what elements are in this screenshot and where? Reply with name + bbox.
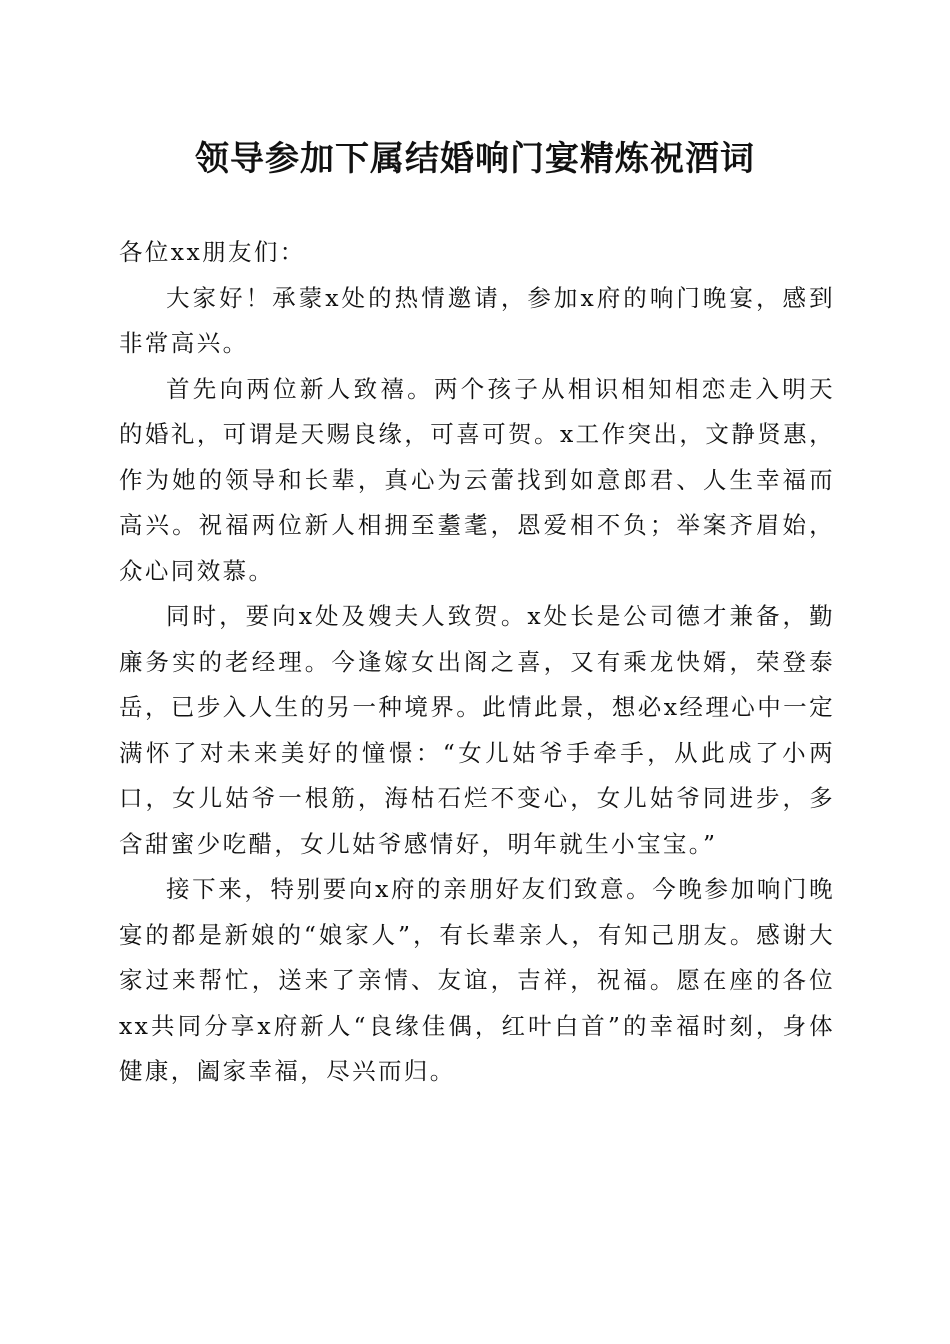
paragraph-thank-guests: 接下来，特别要向x府的亲朋好友们致意。今晚参加响门晚宴的都是新娘的“娘家人”，有长辈亲人，有知己朋友。感谢大家过来帮忙，送来了亲情、友谊，吉祥，祝福。愿在座的各位xx共同分享x府新人“良缘佳偶，红叶白首”的幸福时刻，身体健康，阖家幸福，尽兴而归。 bbox=[119, 875, 835, 1085]
paragraph-congratulate-parents: 同时，要向x处及嫂夫人致贺。x处长是公司德才兼备，勤廉务实的老经理。今逢嫁女出阁之喜，又有乘龙快婿，荣登泰岳，已步入人生的另一种境界。此情此景，想必x经理心中一定满怀了对未来美好的憧憬：“女儿姑爷手牵手，从此成了小两口，女儿姑爷一根筋，海枯石烂不变心，女儿姑爷同进步，多含甜蜜少吃醋，女儿姑爷感情好，明年就生小宝宝。” bbox=[119, 602, 835, 858]
paragraph-greeting: 大家好！承蒙x处的热情邀请，参加x府的响门晚宴，感到非常高兴。 bbox=[119, 283, 835, 357]
paragraph-congratulate-couple: 首先向两位新人致禧。两个孩子从相识相知相恋走入明天的婚礼，可谓是天赐良缘，可喜可贺。x工作突出，文静贤惠，作为她的领导和长辈，真心为云蕾找到如意郎君、人生幸福而高兴。祝福两位新人相拥至耋耄，恩爱相不负；举案齐眉始，众心同效慕。 bbox=[119, 374, 835, 585]
salutation: 各位xx朋友们： bbox=[119, 238, 306, 266]
document-title: 领导参加下属结婚响门宴精炼祝酒词 bbox=[195, 139, 755, 179]
document-body bbox=[119, 230, 835, 1095]
